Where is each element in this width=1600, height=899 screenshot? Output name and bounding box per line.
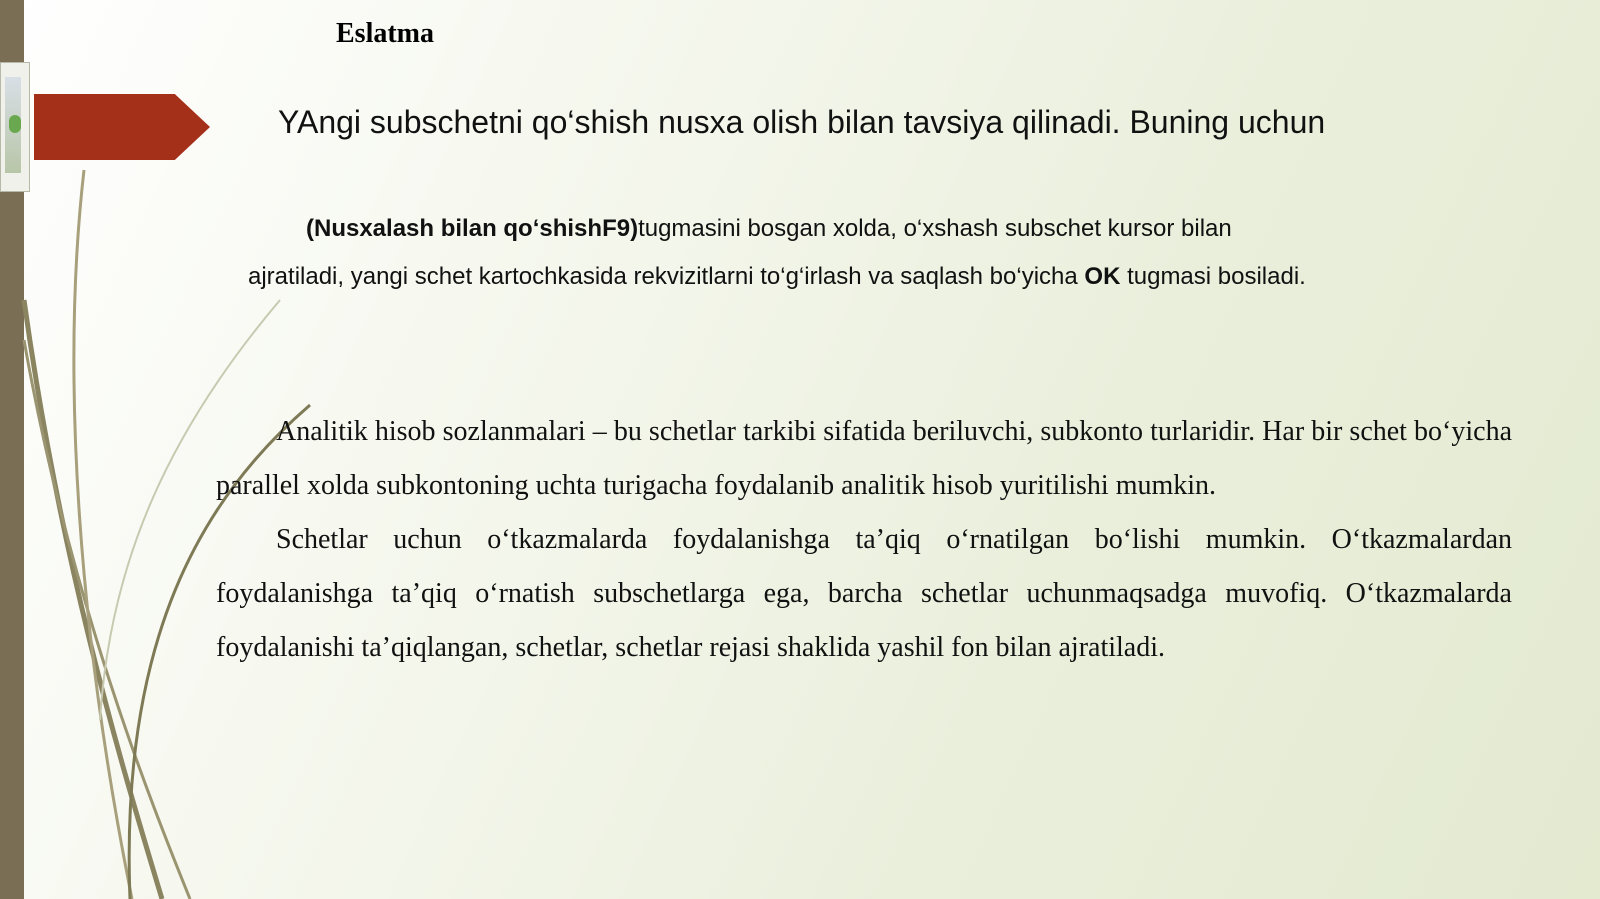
instruction-end-text: tugmasi bosiladi.	[1120, 263, 1306, 290]
analytics-paragraph: Analitik hisob sozlanmalari – bu schetlar tarkibi sifatida beriluvchi, subkonto turlaridir. Har bir schet bo‘yicha parallel xolda subkontoning uchta turigacha foydalanib analitik hisob yuritilishi mumkin.	[216, 416, 1512, 501]
instruction-paragraph	[248, 205, 1308, 301]
slide-thumbnail-icon[interactable]	[0, 62, 30, 192]
slide-title: Eslatma	[336, 18, 434, 49]
ok-label: OK	[1084, 263, 1121, 290]
instruction-text: tugmasini bosgan xolda, o‘xshash subschet kursor bilan ajratiladi, yangi schet kartochkasida rekvizitlarni to‘g‘irlash va saqlash bo‘yicha	[248, 215, 1232, 290]
thumbnail-marker	[9, 115, 21, 133]
body-text	[216, 405, 1512, 675]
red-arrow-banner	[34, 94, 210, 160]
posting-restriction-paragraph: Schetlar uchun o‘tkazmalarda foydalanishga ta’qiq o‘rnatilgan bo‘lishi mumkin. O‘tkazmalardan foydalanishga ta’qiq o‘rnatish subschetlarga ega, barcha schetlar uchunmaqsadga muvofiq. O‘tkazmalarda foydalanishi ta’qiqlangan, schetlar, schetlar rejasi shaklida yashil fon bilan ajratiladi.	[216, 524, 1512, 663]
slide-heading: YAngi subschetni qo‘shish nusxa olish bilan tavsiya qilinadi. Buning uchun	[278, 104, 1326, 140]
nusxalash-key-label: (Nusxalash bilan qo‘shishF9)	[306, 215, 639, 242]
